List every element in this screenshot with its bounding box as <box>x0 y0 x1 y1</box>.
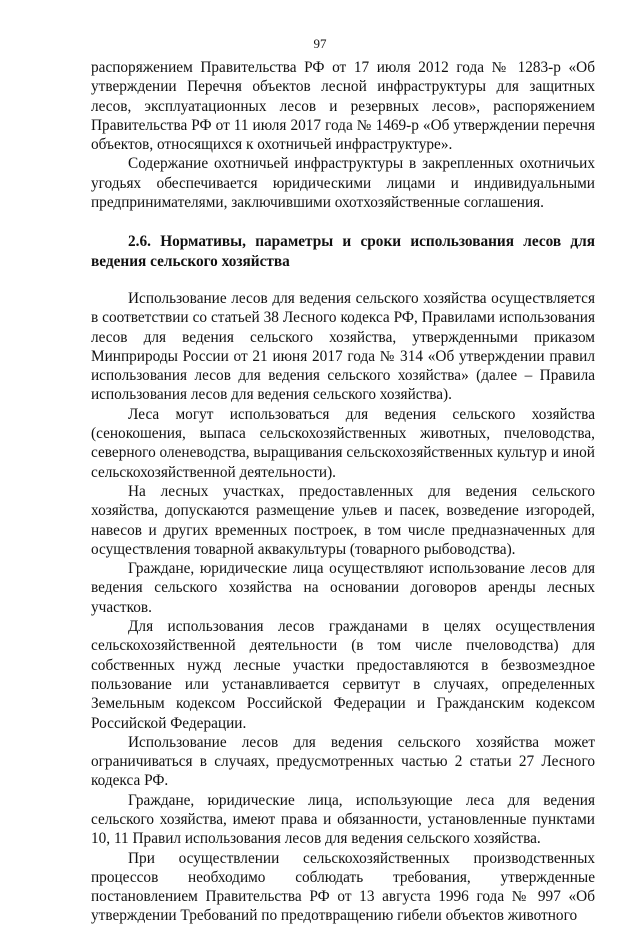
paragraph: При осуществлении сельскохозяйственных производственных процессов необходимо соблюдать требования, утвержденные постановлением Правительства РФ от 13 августа 1996 года № 997 «Об утверждении Требований по предотвращению гибели объектов животного <box>91 849 595 925</box>
paragraph-continuation: распоряжением Правительства РФ от 17 июля 2012 года № 1283-р «Об утверждении Перечня объектов лесной инфраструктуры для защитных лесов, эксплуатационных лесов и резервных лесов», распоряжением Правительства РФ от 11 июля 2017 года № 1469-р «Об утверждении перечня объектов, относящихся к охотничьей инфраструктуре». <box>91 59 595 154</box>
paragraph: Леса могут использоваться для ведения сельского хозяйства (сенокошения, выпаса сельскохозяйственных животных, пчеловодства, северного оленеводства, выращивания сельскохозяйственных культур и иной сельскохозяйственной деятельности). <box>91 405 595 481</box>
paragraph-hunting-infrastructure: Содержание охотничьей инфраструктуры в закрепленных охотничьих угодьях обеспечивается юридическими лицами и индивидуальными предпринимателями, заключившими охотхозяйственные соглашения. <box>91 155 595 212</box>
paragraph: Граждане, юридические лица осуществляют использование лесов для ведения сельского хозяйства на основании договоров аренды лесных участков. <box>91 560 595 616</box>
section-heading: 2.6. Нормативы, параметры и сроки использования лесов для ведения сельского хозяйства <box>91 233 595 270</box>
document-body <box>91 58 595 926</box>
paragraph: Использование лесов для ведения сельского хозяйства может ограничиваться в случаях, предусмотренных частью 2 статьи 27 Лесного кодекса РФ. <box>91 733 595 790</box>
spacer <box>91 271 595 289</box>
paragraph: Использование лесов для ведения сельского хозяйства осуществляется в соответствии со статьей 38 Лесного кодекса РФ, Правилами использования лесов для ведения сельского хозяйства, утвержденными приказом Минприроды России от 21 июня 2017 года № 314 «Об утверждении правил использования лесов для ведения сельского хозяйства» (далее – Правила использования лесов для ведения сельского хозяйства). <box>91 289 595 404</box>
paragraph: Для использования лесов гражданами в целях осуществления сельскохозяйственной деятельности (в том числе пчеловодства) для собственных нужд лесные участки предоставляются в безвозмездное пользование или устанавливается сервитут в случаях, определенных Земельным кодексом Российской Федерации и Гражданским кодексом Российской Федерации. <box>91 618 595 732</box>
page-number: 97 <box>313 36 327 51</box>
spacer <box>91 212 595 232</box>
paragraph: Граждане, юридические лица, использующие леса для ведения сельского хозяйства, имеют права и обязанности, установленные пунктами 10, 11 Правил использования лесов для ведения сельского хозяйства. <box>91 791 595 848</box>
paragraph: На лесных участках, предоставленных для ведения сельского хозяйства, допускаются размещение ульев и пасек, возведение изгородей, навесов и других временных построек, в том числе предназначенных для осуществления товарной аквакультуры (товарного рыбоводства). <box>91 482 595 558</box>
